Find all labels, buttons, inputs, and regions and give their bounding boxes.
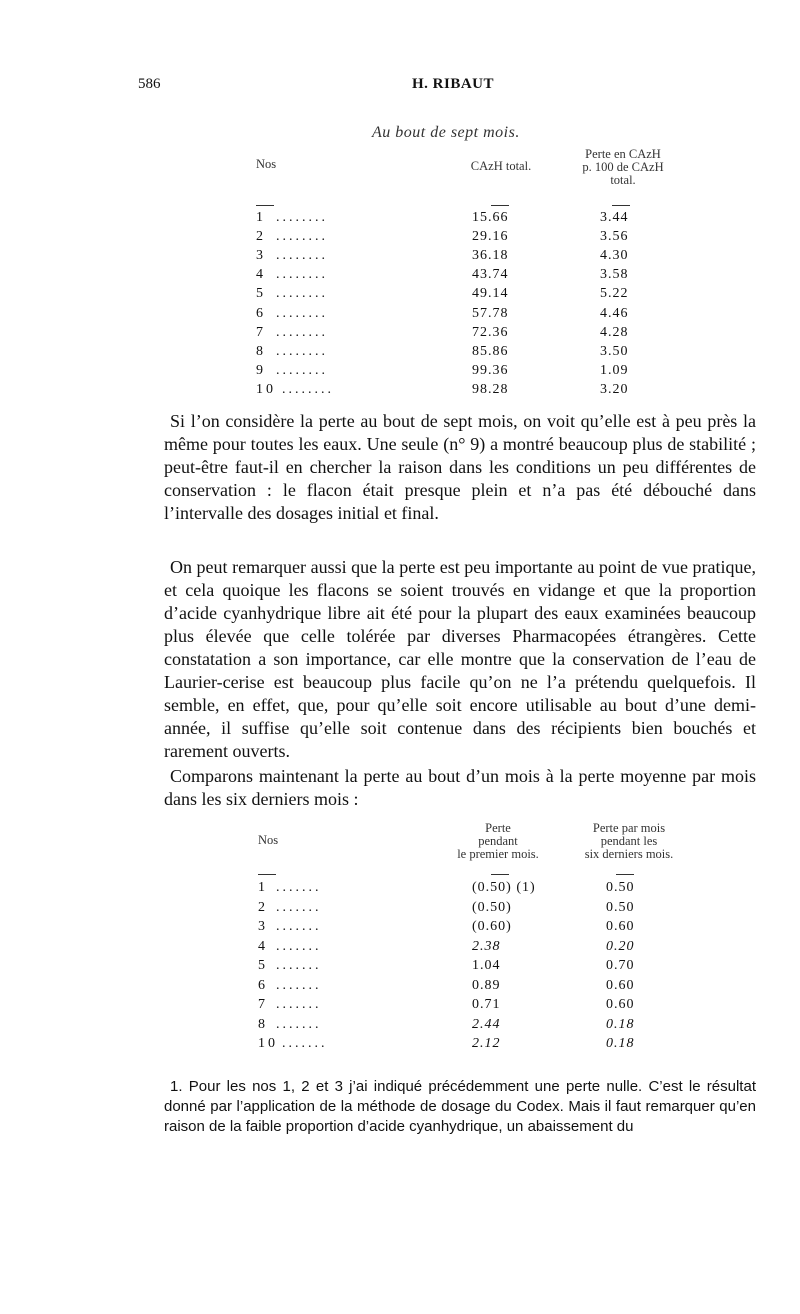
table2-row-number: 10 [258,1036,278,1051]
page-number: 586 [138,76,161,92]
table2-row-leader: ....... [276,899,322,915]
table1-dash-total [491,205,509,206]
table2-row-leader: ....... [276,977,322,993]
table2-row-number: 1 [258,880,268,895]
table1-perte-value: 3.44 [600,210,629,225]
table1-row-number: 4 [256,267,266,283]
table1-row-leader: ........ [276,343,328,359]
table1-header-perte-line1: Perte en CAzH [585,147,661,161]
table1-caption: Au bout de sept mois. [372,124,520,141]
table2-dash-six [616,874,634,875]
table2-six-months-value: 0.20 [606,938,635,954]
running-title: H. RIBAUT [412,76,495,92]
table2-first-month-value: (0.60) [472,919,512,934]
table2-row-leader: ....... [282,1036,328,1051]
table2-six-months-value: 0.60 [606,977,635,993]
table1-row-number: 5 [256,286,266,302]
table1-total-value: 57.78 [472,305,509,321]
table1-row-number: 2 [256,229,266,245]
table2-header-no: Nos [258,833,279,847]
table1-row-leader: ........ [282,381,334,397]
paragraph-3: Comparons maintenant la perte au bout d’un mois à la perte moyenne par mois dans les six derniers mois : [164,766,756,809]
table2-header-first [432,822,564,861]
table2-row-leader: ....... [276,938,322,954]
table2-six-months-value: 0.50 [606,880,635,895]
table2-row-number: 6 [258,977,268,993]
table1-total-value: 15.66 [472,210,509,225]
table1-perte-value: 4.46 [600,305,629,321]
table2-header-six-line2: pendant les [600,834,658,848]
table1-header-total: CAzH total. [470,159,532,173]
table2-six-months-value: 0.60 [606,919,635,934]
table1-dash-no [256,205,274,206]
table2-first-month-value: 0.89 [472,977,501,993]
table2-row-number: 2 [258,899,268,915]
table1-total-value: 85.86 [472,343,509,359]
table2-row-number: 4 [258,938,268,954]
table2-first-month-value: 0.71 [472,997,501,1012]
table2-six-months-value: 0.70 [606,958,635,973]
table2-header-six [572,822,686,861]
table1-row-leader: ........ [276,229,328,245]
table2-first-month-value: 2.12 [472,1036,501,1051]
footnote: 1. Pour les nos 1, 2 et 3 j’ai indiqué précédemment une perte nulle. C’est le résultat donné par l’application de la méthode de dosage du Codex. Mais il faut remarquer qu’en raison de la faible proportion d’acide cyanhydrique, un abaissement du [164,1078,756,1135]
table1-perte-value: 3.58 [600,267,629,283]
table2-row-leader: ....... [276,1016,322,1032]
table2-row-number: 5 [258,958,268,973]
table2-first-month-value: (0.50) [472,899,512,915]
table2-first-month-value: (0.50) (1) [472,880,536,895]
table1-perte-value: 4.28 [600,324,629,340]
table1-header-perte-line3: total. [610,173,636,187]
table1-total-value: 98.28 [472,381,509,397]
table1-dash-perte [612,205,630,206]
table1-row-number: 1 [256,210,266,225]
table1-header-perte [568,148,678,187]
table1-perte-value: 3.20 [600,381,629,397]
table2-header-six-line1: Perte par mois [592,821,666,835]
table1-row-number: 6 [256,305,266,321]
table2-six-months-value: 0.50 [606,899,635,915]
table1-row-number: 3 [256,248,266,264]
table1-row-leader: ........ [276,248,328,264]
table1-perte-value: 4.30 [600,248,629,264]
table1-row-leader: ........ [276,324,328,340]
table1-header-no: Nos [256,157,277,171]
table1-row-leader: ........ [276,362,328,378]
table2-row-leader: ....... [276,880,322,895]
table2-header-first-line1: Perte [485,821,511,835]
table1-header-perte-line2: p. 100 de CAzH [582,160,664,174]
table2-header-first-line3: le premier mois. [457,847,539,861]
table1-total-value: 29.16 [472,229,509,245]
table2-six-months-value: 0.18 [606,1016,635,1032]
table2-first-month-value: 2.44 [472,1016,501,1032]
table2-six-months-value: 0.60 [606,997,635,1012]
table2-first-month-value: 2.38 [472,938,501,954]
table2-row-number: 8 [258,1016,268,1032]
table2-row-leader: ....... [276,958,322,973]
table1-total-value: 49.14 [472,286,509,302]
table1-total-value: 72.36 [472,324,509,340]
table1-row-leader: ........ [276,286,328,302]
table1-row-number: 8 [256,343,266,359]
table2-dash-no [258,874,276,875]
table2-row-number: 7 [258,997,268,1012]
table1-row-leader: ........ [276,267,328,283]
table1-perte-value: 3.50 [600,343,629,359]
table1-row-number: 9 [256,362,266,378]
table1-total-value: 99.36 [472,362,509,378]
table2-first-month-value: 1.04 [472,958,501,973]
table2-header-first-line2: pendant [478,834,518,848]
table2-row-number: 3 [258,919,268,934]
table1-perte-value: 3.56 [600,229,629,245]
table1-total-value: 36.18 [472,248,509,264]
table1-row-number: 7 [256,324,266,340]
table1-perte-value: 5.22 [600,286,629,302]
paragraph-2: On peut remarquer aussi que la perte est peu importante au point de vue pratique, et cela quoique les flacons se soient trouvés en vidange et que la proportion d’acide cyanhydrique libre ait été pour la plupart des eaux examinées beaucoup plus élevée que celle tolérée par diverses Pharmacopées étrangères. Cette constatation a son importance, car elle montre que la conservation de l’eau de Laurier-cerise est beaucoup plus facile qu’on ne l’a prétendu quelquefois. Il semble, en effet, que, pour qu’elle soit encore utilisable au bout d’une demi-année, il suffise qu’elle soit contenue dans des récipients bien bouchés et rarement ouverts. [164,557,756,761]
table2-row-leader: ....... [276,919,322,934]
table2-header-six-line3: six derniers mois. [584,847,674,861]
table1-row-number: 10 [256,381,276,397]
table2-dash-first [491,874,509,875]
paragraph-1: Si l’on considère la perte au bout de sept mois, on voit qu’elle est à peu près la même pour toutes les eaux. Une seule (n° 9) a montré beaucoup plus de stabilité ; peut-être faut-il en chercher la raison dans les conditions un peu différentes de conservation : le flacon était presque plein et n’a pas été débouché dans l’intervalle des dosages initial et final. [164,411,756,523]
table1-row-leader: ........ [276,210,328,225]
table1-row-leader: ........ [276,305,328,321]
table1-total-value: 43.74 [472,267,509,283]
table1-perte-value: 1.09 [600,362,629,378]
table2-six-months-value: 0.18 [606,1036,635,1051]
table2-row-leader: ....... [276,997,322,1012]
